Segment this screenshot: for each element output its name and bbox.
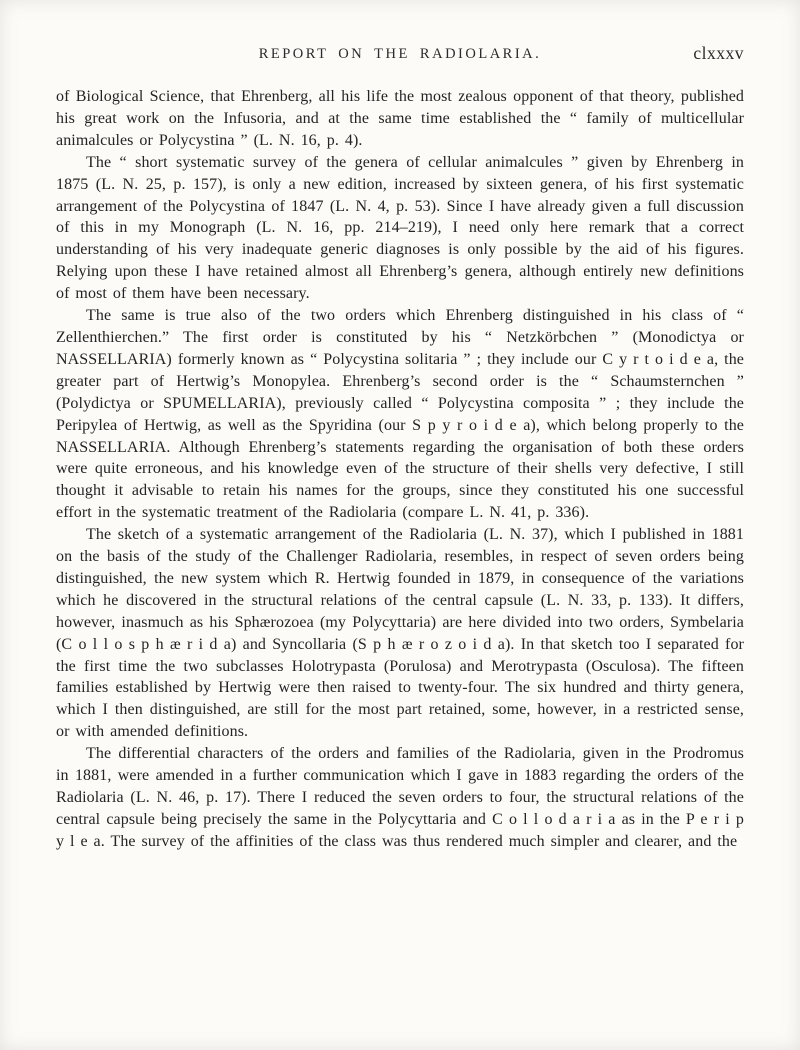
paragraph: The “ short systematic survey of the genera of cellular animalcules ” given by Ehrenberg in 1875 (L. N. 25, p. 157), is only a new edition, increased by sixteen genera, of his first systematic arrangement of the Polycystina of 1847 (L. N. 4, p. 53). Since I have already given a full discussion of this in my Monograph (L. N. 16, pp. 214–219), I need only here remark that a correct understanding of his very inadequate generic diagnoses is only possible by the aid of his figures. Relying upon these I have retained almost all Ehrenberg’s genera, although entirely new definitions of most of them have been necessary.: [56, 153, 744, 303]
running-head-title: REPORT ON THE RADIOLARIA.: [258, 46, 542, 62]
paragraph: The sketch of a systematic arrangement of the Radiolaria (L. N. 37), which I published in 1881 on the basis of the study of the Challenger Radiolaria, resembles, in respect of seven orders being distinguished, the new system which R. Hertwig founded in 1879, in consequence of the variations which he discovered in the structural relations of the central capsule (L. N. 33, p. 133). It differs, however, inasmuch as his Sphærozoea (my Polycyttaria) are here divided into two orders, Symbelaria (C o l l o s p h æ r i d a) and Syncollaria (S p h æ r o z o i d a). In that sketch too I separated for the first time the two subclasses Holotrypasta (Porulosa) and Merotrypasta (Osculosa). The fifteen families established by Hertwig were then raised to twenty-four. The six hundred and thirty genera, which I then distinguished, are still for the most part retained, some, however, in a restricted sense, or with amended definitions.: [56, 526, 744, 741]
paragraph: The same is true also of the two orders which Ehrenberg distinguished in his class of “ Zellenthierchen.” The first order is constituted by his “ Netzkörbchen ” (Monodictya or NASSELLARIA) formerly known as “ Polycystina solitaria ” ; they include our C y r t o i d e a, the greater part of Hertwig’s Monopylea. Ehrenberg’s second order is the “ Schaumsternchen ” (Polydictya or SPUMELLARIA), previously called “ Polycystina composita ” ; they include the Peripylea of Hertwig, as well as the Spyridina (our S p y r o i d e a), which belong properly to the NASSELLARIA. Although Ehrenberg’s statements regarding the organisation of both these orders were quite erroneous, and his knowledge even of the structure of their shells very defective, I still thought it advisable to retain his names for the groups, since they constituted his one successful effort in the systematic treatment of the Radiolaria (compare L. N. 41, p. 336).: [56, 307, 744, 522]
page-body: [56, 86, 744, 853]
running-header: [56, 43, 744, 70]
paragraph: The differential characters of the orders and families of the Radiolaria, given in the Prodromus in 1881, were amended in a further communication which I gave in 1883 regarding the orders of the Radiolaria (L. N. 46, p. 17). There I reduced the seven orders to four, the structural relations of the central capsule being precisely the same in the Polycyttaria and C o l l o d a r i a as in the P e r i p y l e a. The survey of the affinities of the class was thus rendered much simpler and clearer, and the: [56, 745, 744, 850]
page-number: clxxxv: [693, 43, 744, 63]
paragraph: of Biological Science, that Ehrenberg, all his life the most zealous opponent of that theory, published his great work on the Infusoria, and at the same time established the “ family of multicellular animalcules or Polycystina ” (L. N. 16, p. 4).: [56, 88, 744, 149]
